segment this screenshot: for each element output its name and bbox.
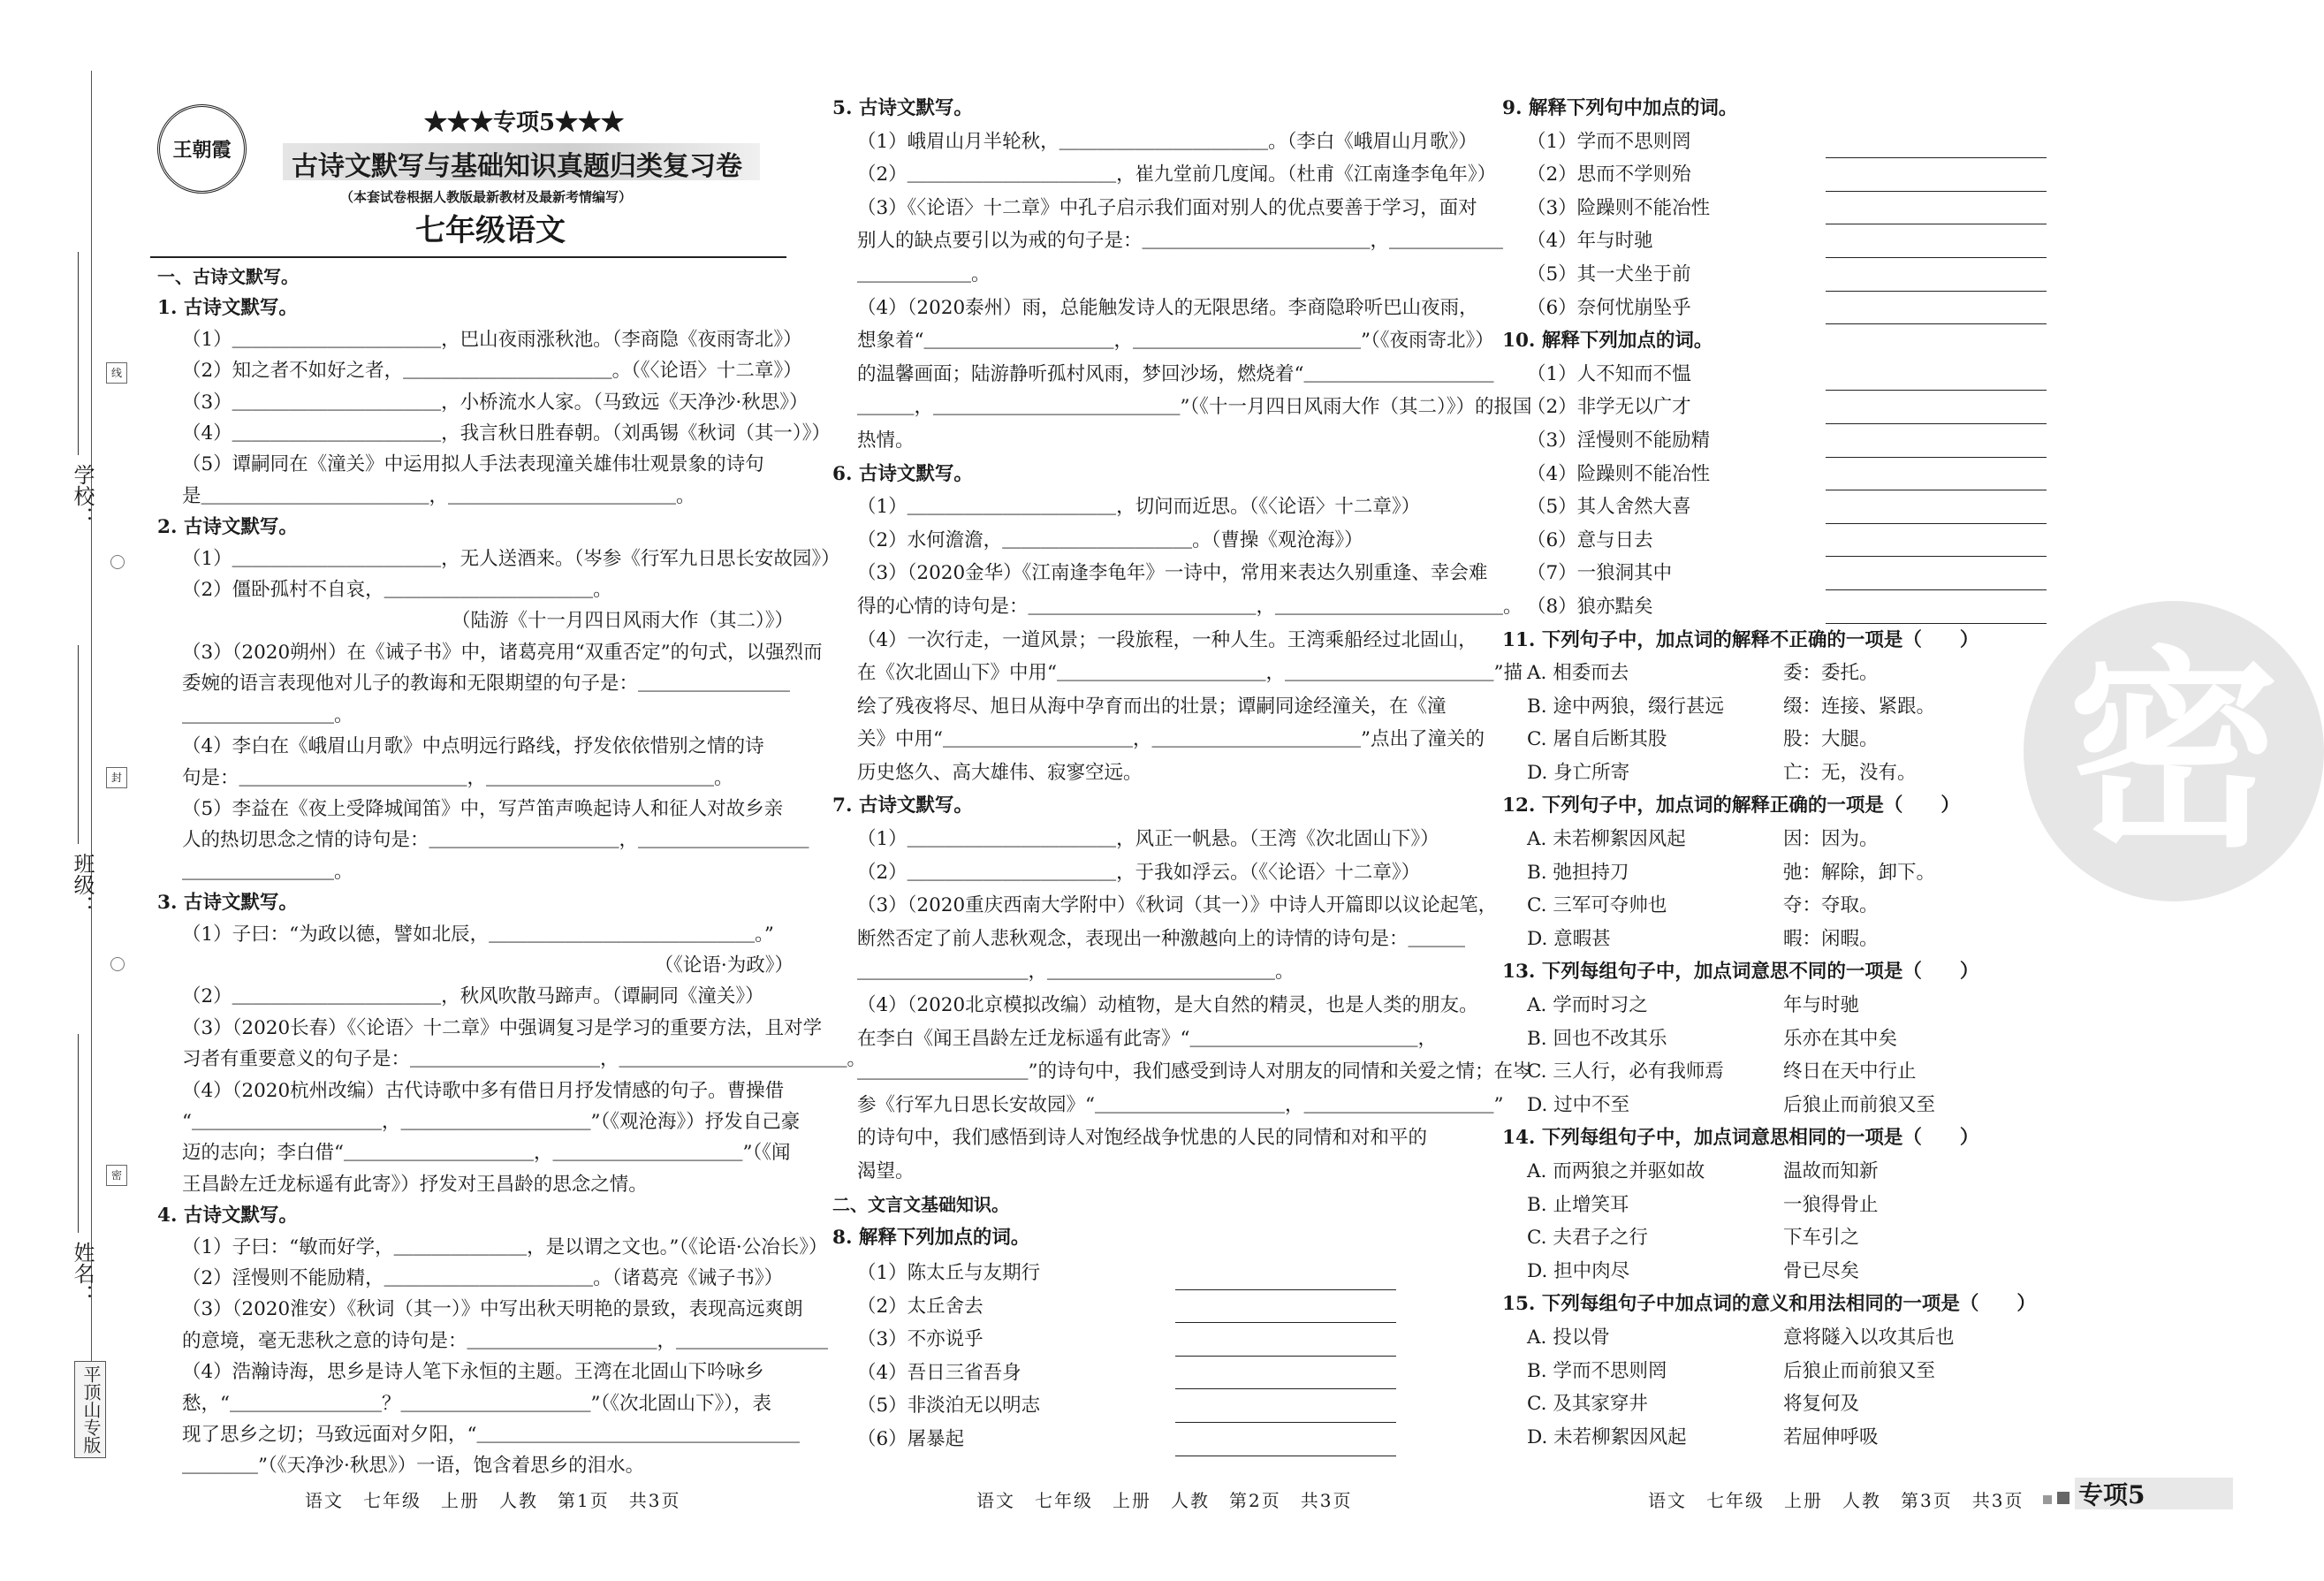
option-comparison: 乐亦在其中矣 bbox=[1783, 1027, 1898, 1050]
vocab-sentence: （2）思而不学则殆 bbox=[1527, 163, 1691, 186]
text-line: （1）＿＿＿＿＿＿＿＿＿＿＿，风正一帆悬。（王湾《次北固山下》） bbox=[857, 828, 1439, 851]
text-line: （2）＿＿＿＿＿＿＿＿＿＿＿，崔九堂前几度闻。（杜甫《江南逢李龟年》） bbox=[857, 163, 1497, 186]
choice-option[interactable] bbox=[1502, 889, 2085, 923]
vocab-sentence: （3）淫慢则不能励精 bbox=[1527, 429, 1711, 452]
special-badge: ★★★专项5★★★ bbox=[424, 110, 625, 136]
text-line: （4）李白在《峨眉山月歌》中点明远行路线，抒发依依惜别之情的诗 bbox=[182, 735, 764, 758]
vocab-sentence: （1）人不知而不愠 bbox=[1527, 362, 1691, 385]
text-line: （2）＿＿＿＿＿＿＿＿＿＿＿，秋风吹散马蹄声。（谭嗣同《潼关》） bbox=[182, 985, 764, 1008]
question-title: 10. 解释下列加点的词。 bbox=[1502, 330, 1713, 353]
text-line: （3）（2020淮安）《秋词（其一）》中写出秋天明艳的景致，表现高远爽朗 bbox=[182, 1298, 803, 1321]
text-line: （3）（2020长春）《〈论语〉十二章》中强调复习是学习的重要方法，且对学 bbox=[182, 1016, 823, 1039]
option-sentence: C. 及其家穿井 bbox=[1527, 1393, 1648, 1416]
vocab-sentence: （2）太丘舍去 bbox=[857, 1295, 984, 1318]
text-line: （4）（2020北京模拟改编）动植物，是大自然的精灵，也是人类的朋友。 bbox=[857, 994, 1478, 1017]
question-title: 11. 下列句子中，加点词的解释不正确的一项是（ ） bbox=[1502, 628, 1979, 651]
option-comparison: 弛：解除，卸下。 bbox=[1783, 861, 1936, 884]
option-comparison: 意将隧入以攻其后也 bbox=[1783, 1326, 1955, 1349]
choice-option[interactable] bbox=[1502, 1387, 2085, 1421]
answer-line[interactable] bbox=[1826, 402, 2047, 424]
option-sentence: B. 回也不改其乐 bbox=[1527, 1027, 1667, 1050]
text-line: “＿＿＿＿＿＿＿＿＿＿，＿＿＿＿＿＿＿＿＿＿”（《观沧海》）抒发自己豪 bbox=[182, 1110, 801, 1133]
vocab-item bbox=[1502, 358, 2085, 391]
option-comparison: 终日在天中行止 bbox=[1783, 1060, 1917, 1083]
text-line: （5）谭嗣同在《潼关》中运用拟人手法表现潼关雄伟壮观景象的诗句 bbox=[182, 453, 764, 476]
text-line: 7. 古诗文默写。 bbox=[832, 794, 973, 817]
text-line: （4）浩瀚诗海，思乡是诗人笔下永恒的主题。王湾在北固山下吟咏乡 bbox=[182, 1361, 764, 1384]
answer-line[interactable] bbox=[1175, 1268, 1396, 1290]
option-sentence: D. 身亡所寄 bbox=[1527, 761, 1630, 784]
option-comparison: 年与时驰 bbox=[1783, 994, 1860, 1017]
option-sentence: B. 途中两狼，缀行甚远 bbox=[1527, 695, 1724, 718]
option-sentence: A. 而两狼之并驱如故 bbox=[1527, 1160, 1705, 1182]
text-line: （3）（2020金华）《江南逢李龟年》一诗中，常用来表达久别重逢、幸会难 bbox=[857, 562, 1488, 585]
text-line: 句是：＿＿＿＿＿＿＿＿＿＿＿＿，＿＿＿＿＿＿＿＿＿＿＿＿。 bbox=[182, 766, 733, 789]
text-line: 渴望。 bbox=[857, 1160, 915, 1182]
vocab-sentence: （6）奈何忧崩坠乎 bbox=[1527, 296, 1691, 319]
vocab-item bbox=[1502, 125, 2085, 159]
option-comparison: 后狼止而前狼又至 bbox=[1783, 1359, 1936, 1382]
vocab-item bbox=[1502, 192, 2085, 225]
option-sentence: B. 弛担持刀 bbox=[1527, 861, 1629, 884]
choice-option[interactable] bbox=[1502, 1022, 2085, 1056]
text-line: （2）僵卧孤村不自哀，＿＿＿＿＿＿＿＿＿＿＿。 bbox=[182, 579, 612, 602]
text-line: ＿＿＿，＿＿＿＿＿＿＿＿＿＿＿＿＿”（《十一月四日风雨大作（其二）》）的报国 bbox=[857, 396, 1532, 419]
text-line: 参《行军九日思长安故园》“＿＿＿＿＿＿＿＿＿＿，＿＿＿＿＿＿＿＿＿＿” bbox=[857, 1093, 1504, 1116]
text-line: （1）＿＿＿＿＿＿＿＿＿＿＿，巴山夜雨涨秋池。（李商隐《夜雨寄北》） bbox=[182, 328, 802, 351]
text-line: 6. 古诗文默写。 bbox=[832, 462, 973, 485]
vocab-item bbox=[832, 1389, 1469, 1423]
binding-margin bbox=[0, 0, 141, 1581]
question-title: 12. 下列句子中，加点词的解释正确的一项是（ ） bbox=[1502, 794, 1960, 817]
answer-line[interactable] bbox=[1826, 302, 2047, 324]
text-line: （4）（2020泰州）雨，总能触发诗人的无限思绪。李商隐聆听巴山夜雨， bbox=[857, 296, 1478, 319]
vocab-item bbox=[1502, 391, 2085, 424]
vocab-item bbox=[832, 1290, 1469, 1324]
exam-subtitle: （本套试卷根据人教版最新教材及最新考情编写） bbox=[340, 189, 633, 205]
answer-line[interactable] bbox=[1826, 602, 2047, 624]
text-line: （1）子曰：“敏而好学，＿＿＿＿＿＿＿，是以谓之文也。”（《论语·公冶长》） bbox=[182, 1235, 828, 1258]
text-line: ＿＿＿＿”（《天净沙·秋思》）一语，饱含着思乡的泪水。 bbox=[182, 1455, 645, 1478]
answer-line[interactable] bbox=[1826, 568, 2047, 590]
option-sentence: A. 投以骨 bbox=[1527, 1326, 1610, 1349]
option-sentence: D. 过中不至 bbox=[1527, 1093, 1630, 1116]
column-1 bbox=[157, 262, 867, 1482]
vocab-item bbox=[1502, 590, 2085, 624]
choice-option[interactable] bbox=[1502, 989, 2085, 1022]
text-line: （4）（2020杭州改编）古代诗歌中多有借日月抒发情感的句子。曹操借 bbox=[182, 1079, 785, 1102]
question-title: 14. 下列每组句子中，加点词意思相同的一项是（ ） bbox=[1502, 1127, 1979, 1150]
vocab-item bbox=[1502, 292, 2085, 325]
answer-line[interactable] bbox=[1175, 1334, 1396, 1357]
option-comparison: 一狼得骨止 bbox=[1783, 1193, 1879, 1216]
column-2 bbox=[832, 92, 1532, 1255]
choice-option[interactable] bbox=[1502, 690, 2085, 724]
header-rule bbox=[150, 256, 786, 258]
text-line: （1）＿＿＿＿＿＿＿＿＿＿＿，切问而近思。（《〈论语〉十二章》） bbox=[857, 496, 1421, 519]
question-title: 13. 下列每组句子中，加点词意思不同的一项是（ ） bbox=[1502, 961, 1979, 984]
text-line: （3）（2020朔州）在《诫子书》中，诸葛亮用“双重否定”的句式，以强烈而 bbox=[182, 641, 823, 664]
option-comparison: 股：大腿。 bbox=[1783, 728, 1879, 751]
answer-line[interactable] bbox=[1826, 436, 2047, 458]
text-line: 5. 古诗文默写。 bbox=[832, 97, 973, 119]
text-line: （4）＿＿＿＿＿＿＿＿＿＿＿，我言秋日胜春朝。（刘禹锡《秋词（其一）》） bbox=[182, 422, 831, 445]
option-sentence: A. 学而时习之 bbox=[1527, 994, 1648, 1017]
option-sentence: B. 止增笑耳 bbox=[1527, 1193, 1629, 1216]
column-3 bbox=[1502, 92, 2085, 1454]
text-line: 一、古诗文默写。 bbox=[157, 266, 299, 287]
choice-option[interactable] bbox=[1502, 1321, 2085, 1355]
exam-title: 古诗文默写与基础知识真题归类复习卷 bbox=[292, 151, 742, 182]
text-line: （2）知之者不如好之者，＿＿＿＿＿＿＿＿＿＿＿。（《〈论语〉十二章》） bbox=[182, 360, 802, 383]
school-label: 学校： bbox=[70, 464, 95, 528]
answer-line[interactable] bbox=[1826, 236, 2047, 258]
option-comparison: 下车引之 bbox=[1783, 1227, 1860, 1250]
text-line: 历史悠久、高大雄伟、寂寥空远。 bbox=[857, 761, 1143, 784]
option-sentence: B. 学而不思则罔 bbox=[1527, 1359, 1667, 1382]
text-line: ＿＿＿＿＿＿。 bbox=[857, 262, 991, 285]
option-sentence: C. 屠自后断其股 bbox=[1527, 728, 1667, 751]
text-line: （1）子曰：“为政以德，譬如北辰，＿＿＿＿＿＿＿＿＿＿＿＿＿＿。” bbox=[182, 923, 774, 946]
text-line: 得的心情的诗句是：＿＿＿＿＿＿＿＿＿＿＿＿，＿＿＿＿＿＿＿＿＿＿＿＿。 bbox=[857, 595, 1523, 618]
text-line: （3）＿＿＿＿＿＿＿＿＿＿＿，小桥流水人家。（马致远《天净沙·秋思》） bbox=[182, 391, 809, 414]
choice-option[interactable] bbox=[1502, 1155, 2085, 1189]
text-line: 热情。 bbox=[857, 429, 915, 452]
vocab-item bbox=[832, 1323, 1469, 1357]
name-line bbox=[78, 1034, 79, 1233]
question-8-list bbox=[832, 1257, 1469, 1456]
choice-option[interactable] bbox=[1502, 756, 2085, 790]
option-comparison: 缀：连接、紧跟。 bbox=[1783, 695, 1936, 718]
page-footer-2: 语文 七年级 上册 人教 第2页 共3页 bbox=[976, 1490, 1353, 1511]
choice-option[interactable] bbox=[1502, 723, 2085, 756]
option-comparison: 亡：无，没有。 bbox=[1783, 761, 1917, 784]
vocab-sentence: （1）学而不思则罔 bbox=[1527, 130, 1691, 153]
text-line: ＿＿＿＿＿＿＿＿＿”的诗句中，我们感受到诗人对朋友的同情和关爱之情；在岑 bbox=[857, 1060, 1532, 1083]
answer-line[interactable] bbox=[1175, 1301, 1396, 1323]
text-line: 的意境，毫无悲秋之意的诗句是：＿＿＿＿＿＿＿＿＿＿，＿＿＿＿＿＿＿＿ bbox=[182, 1329, 829, 1352]
vocab-item bbox=[1502, 458, 2085, 491]
binding-hole-icon bbox=[110, 555, 125, 569]
answer-line[interactable] bbox=[1175, 1367, 1396, 1389]
answer-line[interactable] bbox=[1175, 1401, 1396, 1423]
option-sentence: C. 三人行，必有我师焉 bbox=[1527, 1060, 1724, 1083]
choice-option[interactable] bbox=[1502, 657, 2085, 690]
choice-option[interactable] bbox=[1502, 1355, 2085, 1388]
vocab-item bbox=[832, 1423, 1469, 1456]
vocab-sentence: （1）陈太丘与友期行 bbox=[857, 1262, 1041, 1284]
name-label: 姓名： bbox=[70, 1242, 95, 1305]
vocab-item bbox=[1502, 524, 2085, 558]
text-line: 绘了残夜将尽、旭日从海中孕育而出的壮景；谭嗣同途经潼关，在《潼 bbox=[857, 695, 1447, 718]
option-comparison: 温故而知新 bbox=[1783, 1160, 1879, 1182]
choice-option[interactable] bbox=[1502, 1421, 2085, 1455]
text-line: 现了思乡之切；马致远面对夕阳，“＿＿＿＿＿＿＿＿＿＿＿＿＿＿＿＿＿ bbox=[182, 1424, 800, 1447]
binding-hole-icon bbox=[110, 957, 125, 971]
class-line bbox=[78, 645, 79, 844]
vocab-sentence: （6）意与日去 bbox=[1527, 528, 1653, 551]
text-line: 人的热切思念之情的诗句是：＿＿＿＿＿＿＿＿＿＿，＿＿＿＿＿＿＿＿＿ bbox=[182, 829, 809, 852]
vocab-item bbox=[1502, 224, 2085, 258]
text-line: ＿＿＿＿＿＿＿＿＿，＿＿＿＿＿＿＿＿＿＿＿＿。 bbox=[857, 961, 1295, 984]
school-line bbox=[78, 252, 79, 455]
text-line: 2. 古诗文默写。 bbox=[157, 516, 298, 539]
page-footer-3: 语文 七年级 上册 人教 第3页 共3页 bbox=[1648, 1490, 2024, 1511]
logo-seal: 王朝霞 bbox=[157, 104, 247, 194]
option-comparison: 骨已尽矣 bbox=[1783, 1259, 1860, 1282]
subject-grade: 七年级语文 bbox=[415, 213, 566, 248]
question-title: 15. 下列每组句子中加点词的意义和用法相同的一项是（ ） bbox=[1502, 1293, 2036, 1316]
answer-line[interactable] bbox=[1826, 535, 2047, 557]
page-footer-1: 语文 七年级 上册 人教 第1页 共3页 bbox=[305, 1490, 681, 1511]
text-line: （2）水何澹澹，＿＿＿＿＿＿＿＿＿＿。（曹操《观沧海》） bbox=[857, 528, 1363, 551]
text-line: 别人的缺点要引以为戒的句子是：＿＿＿＿＿＿＿＿＿＿＿＿，＿＿＿＿＿＿ bbox=[857, 230, 1504, 253]
text-line: （1）＿＿＿＿＿＿＿＿＿＿＿，无人送酒来。（岑参《行军九日思长安故园》） bbox=[182, 547, 840, 570]
choice-option[interactable] bbox=[1502, 856, 2085, 890]
text-line: （《论语·为政》） bbox=[654, 954, 794, 977]
vocab-sentence: （8）狼亦黠矣 bbox=[1527, 595, 1653, 618]
text-line: 断然否定了前人悲秋观念，表现出一种激越向上的诗情的诗句是：＿＿＿ bbox=[857, 927, 1466, 950]
vocab-item bbox=[1502, 424, 2085, 458]
text-line: ＿＿＿＿＿＿＿＿。 bbox=[182, 860, 353, 883]
option-comparison: 夺：夺取。 bbox=[1783, 894, 1879, 917]
vocab-sentence: （5）其一犬坐于前 bbox=[1527, 262, 1691, 285]
corner-square-icon bbox=[2057, 1492, 2070, 1504]
vocab-sentence: （7）一狼洞其中 bbox=[1527, 562, 1673, 585]
option-sentence: A. 未若柳絮因风起 bbox=[1527, 828, 1686, 851]
choice-option[interactable] bbox=[1502, 1189, 2085, 1222]
seal-mark-secret: 密 bbox=[106, 1165, 127, 1186]
vocab-item bbox=[1502, 490, 2085, 524]
vocab-sentence: （4）险躁则不能冶性 bbox=[1527, 462, 1711, 485]
answer-line[interactable] bbox=[1175, 1434, 1396, 1456]
vocab-item bbox=[832, 1357, 1469, 1390]
vocab-sentence: （6）屠暴起 bbox=[857, 1427, 965, 1450]
choice-option[interactable] bbox=[1502, 923, 2085, 956]
text-line: （陆游《十一月四日风雨大作（其二）》） bbox=[451, 610, 794, 633]
vocab-item bbox=[1502, 557, 2085, 590]
answer-line[interactable] bbox=[1826, 468, 2047, 490]
choice-option[interactable] bbox=[1502, 1089, 2085, 1122]
vocab-sentence: （5）其人舍然大喜 bbox=[1527, 496, 1691, 519]
text-line: 想象着“＿＿＿＿＿＿＿＿＿＿，＿＿＿＿＿＿＿＿＿＿＿＿”（《夜雨寄北》） bbox=[857, 330, 1494, 353]
choice-option[interactable] bbox=[1502, 1055, 2085, 1089]
option-comparison: 将复何及 bbox=[1783, 1393, 1860, 1416]
vocab-item bbox=[1502, 158, 2085, 192]
class-label: 班级： bbox=[70, 853, 95, 916]
text-line: 1. 古诗文默写。 bbox=[157, 297, 298, 320]
text-line: 二、文言文基础知识。 bbox=[832, 1193, 1009, 1215]
corner-square-icon bbox=[2043, 1495, 2052, 1504]
option-comparison: 暇：闲暇。 bbox=[1783, 927, 1879, 950]
text-line: 习者有重要意义的句子是：＿＿＿＿＿＿＿＿＿＿，＿＿＿＿＿＿＿＿＿＿＿＿。 bbox=[182, 1048, 867, 1071]
option-sentence: C. 夫君子之行 bbox=[1527, 1227, 1648, 1250]
text-line: 3. 古诗文默写。 bbox=[157, 892, 298, 915]
vocab-sentence: （4）年与时驰 bbox=[1527, 230, 1653, 253]
option-sentence: D. 未若柳絮因风起 bbox=[1527, 1425, 1687, 1448]
text-line: 在《次北固山下》中用“＿＿＿＿＿＿＿＿＿＿＿，＿＿＿＿＿＿＿＿＿＿＿”描 bbox=[857, 662, 1523, 685]
vocab-sentence: （3）险躁则不能冶性 bbox=[1527, 196, 1711, 219]
seal-mark-seal: 封 bbox=[106, 767, 127, 788]
text-line: 愁，“＿＿＿＿＿＿＿＿？＿＿＿＿＿＿＿＿＿＿”（《次北固山下》），表 bbox=[182, 1392, 771, 1415]
text-line: （2）＿＿＿＿＿＿＿＿＿＿＿，于我如浮云。（《〈论语〉十二章》） bbox=[857, 861, 1421, 884]
text-line: 的温馨画面；陆游静听孤村风雨，梦回沙场，燃烧着“＿＿＿＿＿＿＿＿＿＿ bbox=[857, 362, 1494, 385]
vocab-sentence: （4）吾日三省吾身 bbox=[857, 1361, 1021, 1384]
option-sentence: D. 意暇甚 bbox=[1527, 927, 1611, 950]
vocab-sentence: （5）非淡泊无以明志 bbox=[857, 1395, 1041, 1418]
text-line: （1）峨眉山月半轮秋，＿＿＿＿＿＿＿＿＿＿＿。（李白《峨眉山月歌》） bbox=[857, 130, 1477, 153]
option-sentence: D. 担中肉尽 bbox=[1527, 1259, 1630, 1282]
vocab-sentence: （3）不亦说乎 bbox=[857, 1328, 984, 1351]
edition-label: 平顶山专版 bbox=[74, 1361, 106, 1458]
vocab-item bbox=[1502, 258, 2085, 292]
text-line: 委婉的语言表现他对儿子的教诲和无限期望的句子是：＿＿＿＿＿＿＿＿ bbox=[182, 673, 791, 695]
answer-line[interactable] bbox=[1826, 270, 2047, 292]
text-line: 的诗句中，我们感悟到诗人对饱经战争忧患的人民的同情和对和平的 bbox=[857, 1127, 1428, 1150]
corner-label: 专项5 bbox=[2078, 1480, 2146, 1509]
option-comparison: 若屈伸呼吸 bbox=[1783, 1425, 1879, 1448]
text-line: 关》中用“＿＿＿＿＿＿＿＿＿＿，＿＿＿＿＿＿＿＿＿＿＿”点出了潼关的 bbox=[857, 728, 1485, 751]
answer-line[interactable] bbox=[1826, 502, 2047, 524]
choice-option[interactable] bbox=[1502, 823, 2085, 856]
text-line: （3）《〈论语〉十二章》中孔子启示我们面对别人的优点要善于学习，面对 bbox=[857, 196, 1477, 219]
option-comparison: 委：委托。 bbox=[1783, 662, 1879, 685]
choice-option[interactable] bbox=[1502, 1255, 2085, 1288]
seal-mark-line: 线 bbox=[106, 362, 127, 384]
option-comparison: 后狼止而前狼又至 bbox=[1783, 1093, 1936, 1116]
text-line: 是＿＿＿＿＿＿＿＿＿＿＿＿，＿＿＿＿＿＿＿＿＿＿＿＿。 bbox=[182, 484, 695, 507]
option-sentence: C. 三军可夺帅也 bbox=[1527, 894, 1667, 917]
answer-line[interactable] bbox=[1826, 369, 2047, 391]
text-line: 8. 解释下列加点的词。 bbox=[832, 1227, 1030, 1250]
text-line: 迈的志向；李白借“＿＿＿＿＿＿＿＿＿＿，＿＿＿＿＿＿＿＿＿＿”（《闻 bbox=[182, 1142, 791, 1165]
text-line: 4. 古诗文默写。 bbox=[157, 1205, 298, 1228]
text-line: （4）一次行走，一道风景；一段旅程，一种人生。王湾乘船经过北固山， bbox=[857, 628, 1477, 651]
question-title: 9. 解释下列句中加点的词。 bbox=[1502, 97, 1738, 119]
option-comparison: 因：因为。 bbox=[1783, 828, 1879, 851]
text-line: 王昌龄左迁龙标遥有此寄》）抒发对王昌龄的思念之情。 bbox=[182, 1173, 648, 1196]
option-sentence: A. 相委而去 bbox=[1527, 662, 1629, 685]
answer-line[interactable] bbox=[1826, 170, 2047, 192]
vocab-item bbox=[832, 1257, 1469, 1290]
answer-line[interactable] bbox=[1826, 136, 2047, 158]
vocab-sentence: （2）非学无以广才 bbox=[1527, 396, 1691, 419]
answer-line[interactable] bbox=[1826, 202, 2047, 224]
text-line: ＿＿＿＿＿＿＿＿。 bbox=[182, 703, 353, 726]
confidential-watermark: 密 bbox=[2024, 601, 2324, 901]
text-line: （2）淫慢则不能励精，＿＿＿＿＿＿＿＿＿＿＿。（诸葛亮《诫子书》） bbox=[182, 1267, 784, 1289]
text-line: （5）李益在《夜上受降城闻笛》中，写芦笛声唤起诗人和征人对故乡亲 bbox=[182, 797, 784, 820]
text-line: （3）（2020重庆西南大学附中）《秋词（其一）》中诗人开篇即以议论起笔， bbox=[857, 894, 1498, 917]
text-line: 在李白《闻王昌龄左迁龙标遥有此寄》“＿＿＿＿＿＿＿＿＿＿＿＿， bbox=[857, 1027, 1437, 1050]
choice-option[interactable] bbox=[1502, 1221, 2085, 1255]
